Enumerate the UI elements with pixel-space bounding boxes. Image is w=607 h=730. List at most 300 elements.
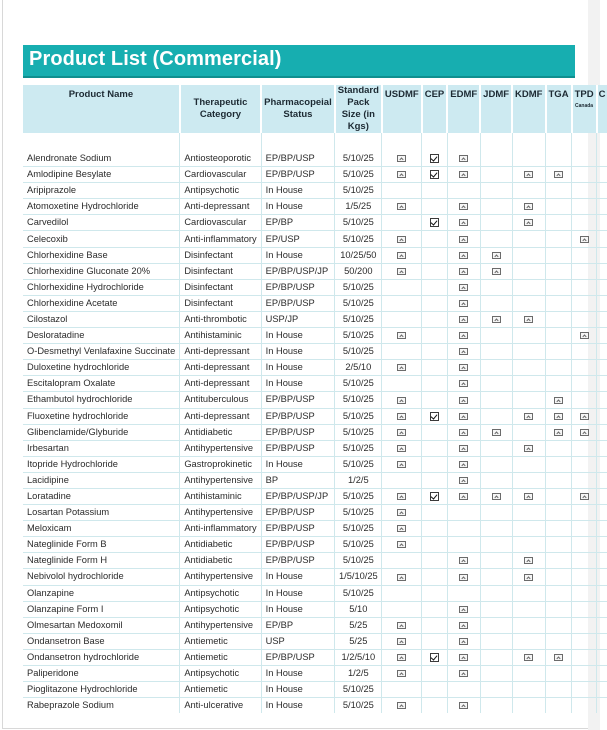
document-image-icon xyxy=(554,429,563,436)
tpd-cell xyxy=(572,360,597,376)
kdmf-cell xyxy=(512,569,545,585)
edmf-cell xyxy=(447,472,480,488)
c-cell xyxy=(597,279,607,295)
cep-cell xyxy=(422,440,448,456)
kdmf-cell xyxy=(512,488,545,504)
header-tga xyxy=(546,85,572,133)
table-row xyxy=(23,666,607,682)
category-cell: Antihypertensive xyxy=(180,505,261,521)
table-row xyxy=(23,585,607,601)
tga-cell xyxy=(546,328,572,344)
category-cell: Gastroprokinetic xyxy=(180,456,261,472)
c-cell xyxy=(597,537,607,553)
edmf-cell xyxy=(447,666,480,682)
product-name-cell: Alendronate Sodium xyxy=(23,151,180,167)
tga-cell xyxy=(546,521,572,537)
product-name-cell: Lacidipine xyxy=(23,472,180,488)
kdmf-cell xyxy=(512,617,545,633)
category-cell: Disinfectant xyxy=(180,279,261,295)
document-image-icon xyxy=(397,155,406,162)
header-label: CEP xyxy=(424,89,445,100)
pack-size-cell: 1/2/5 xyxy=(335,472,382,488)
tpd-cell xyxy=(572,167,597,183)
cep-cell xyxy=(422,521,448,537)
tpd-cell xyxy=(572,488,597,504)
usdmf-cell xyxy=(382,521,422,537)
category-cell: Anti-inflammatory xyxy=(180,521,261,537)
product-name-cell: Nateglinide Form H xyxy=(23,553,180,569)
header-label: Status xyxy=(283,109,313,120)
pack-size-cell: 5/10/25 xyxy=(335,408,382,424)
checked-box-icon xyxy=(430,412,439,421)
header-tpd xyxy=(572,85,597,133)
header-c xyxy=(597,85,607,133)
tga-cell xyxy=(546,231,572,247)
status-cell: EP/BP/USP xyxy=(261,424,335,440)
document-image-icon xyxy=(459,252,468,259)
tga-cell xyxy=(546,376,572,392)
cep-cell xyxy=(422,279,448,295)
cep-cell xyxy=(422,151,448,167)
tpd-cell xyxy=(572,553,597,569)
pack-size-cell: 5/10/25 xyxy=(335,585,382,601)
tpd-cell xyxy=(572,344,597,360)
jdmf-cell xyxy=(480,488,512,504)
edmf-cell xyxy=(447,344,480,360)
pack-size-cell: 5/10/25 xyxy=(335,505,382,521)
usdmf-cell xyxy=(382,617,422,633)
product-name-cell: Atomoxetine Hydrochloride xyxy=(23,199,180,215)
status-cell: In House xyxy=(261,328,335,344)
table-row xyxy=(23,279,607,295)
document-image-icon xyxy=(397,525,406,532)
tga-cell xyxy=(546,295,572,311)
table-row xyxy=(23,295,607,311)
pack-size-cell: 5/10/25 xyxy=(335,279,382,295)
product-name-cell: Amlodipine Besylate xyxy=(23,167,180,183)
c-cell xyxy=(597,649,607,665)
usdmf-cell xyxy=(382,569,422,585)
header-label: Standard Pack xyxy=(337,85,379,108)
kdmf-cell xyxy=(512,537,545,553)
edmf-cell xyxy=(447,151,480,167)
usdmf-cell xyxy=(382,360,422,376)
document-image-icon xyxy=(524,574,533,581)
product-name-cell: Nebivolol hydrochloride xyxy=(23,569,180,585)
tpd-cell xyxy=(572,505,597,521)
c-cell xyxy=(597,633,607,649)
product-name-cell: Loratadine xyxy=(23,488,180,504)
header-label: Product Name xyxy=(68,89,134,100)
edmf-cell xyxy=(447,553,480,569)
product-name-cell: Olanzapine xyxy=(23,585,180,601)
category-cell: Antihistaminic xyxy=(180,488,261,504)
status-cell: EP/BP/USP/JP xyxy=(261,263,335,279)
product-name-cell: Rabeprazole Sodium xyxy=(23,698,180,714)
category-cell: Antiemetic xyxy=(180,682,261,698)
jdmf-cell xyxy=(480,698,512,714)
jdmf-cell xyxy=(480,199,512,215)
tpd-cell xyxy=(572,263,597,279)
jdmf-cell xyxy=(480,424,512,440)
table-row xyxy=(23,472,607,488)
product-name-cell: Escitalopram Oxalate xyxy=(23,376,180,392)
document-image-icon xyxy=(524,557,533,564)
table-row xyxy=(23,167,607,183)
status-cell: BP xyxy=(261,472,335,488)
header-label: USDMF xyxy=(384,89,419,100)
pack-size-cell: 5/10/25 xyxy=(335,183,382,199)
usdmf-cell xyxy=(382,263,422,279)
pack-size-cell: 5/10/25 xyxy=(335,440,382,456)
jdmf-cell xyxy=(480,151,512,167)
kdmf-cell xyxy=(512,601,545,617)
edmf-cell xyxy=(447,633,480,649)
product-name-cell: Olanzapine Form I xyxy=(23,601,180,617)
table-row xyxy=(23,231,607,247)
table-body xyxy=(23,133,607,713)
pack-size-cell: 5/10/25 xyxy=(335,456,382,472)
usdmf-cell xyxy=(382,151,422,167)
product-name-cell: Aripiprazole xyxy=(23,183,180,199)
table-row xyxy=(23,328,607,344)
tga-cell xyxy=(546,344,572,360)
document-image-icon xyxy=(397,252,406,259)
edmf-cell xyxy=(447,279,480,295)
jdmf-cell xyxy=(480,569,512,585)
usdmf-cell xyxy=(382,311,422,327)
tga-cell xyxy=(546,392,572,408)
document-image-icon xyxy=(554,654,563,661)
document-image-icon xyxy=(492,429,501,436)
document-image-icon xyxy=(554,413,563,420)
c-cell xyxy=(597,617,607,633)
document-image-icon xyxy=(459,203,468,210)
document-image-icon xyxy=(492,268,501,275)
document-image-icon xyxy=(397,171,406,178)
document-image-icon xyxy=(397,622,406,629)
document-image-icon xyxy=(397,638,406,645)
product-name-cell: Glibenclamide/Glyburide xyxy=(23,424,180,440)
status-cell: EP/BP/USP xyxy=(261,537,335,553)
pack-size-cell: 5/25 xyxy=(335,633,382,649)
tpd-cell xyxy=(572,376,597,392)
usdmf-cell xyxy=(382,585,422,601)
product-name-cell: Ethambutol hydrochloride xyxy=(23,392,180,408)
tga-cell xyxy=(546,424,572,440)
document-image-icon xyxy=(459,654,468,661)
jdmf-cell xyxy=(480,311,512,327)
kdmf-cell xyxy=(512,698,545,714)
cep-cell xyxy=(422,295,448,311)
header-label: JDMF xyxy=(483,89,510,100)
usdmf-cell xyxy=(382,408,422,424)
edmf-cell xyxy=(447,376,480,392)
jdmf-cell xyxy=(480,601,512,617)
status-cell: EP/USP xyxy=(261,231,335,247)
c-cell xyxy=(597,521,607,537)
header-edmf xyxy=(447,85,480,133)
status-cell: EP/BP/USP xyxy=(261,649,335,665)
category-cell: Antiemetic xyxy=(180,633,261,649)
header-label: TPD xyxy=(574,89,594,100)
status-cell: In House xyxy=(261,360,335,376)
document-image-icon xyxy=(397,461,406,468)
cep-cell xyxy=(422,682,448,698)
usdmf-cell xyxy=(382,344,422,360)
tpd-cell xyxy=(572,569,597,585)
status-cell: EP/BP/USP xyxy=(261,151,335,167)
usdmf-cell xyxy=(382,505,422,521)
document-image-icon xyxy=(459,219,468,226)
product-name-cell: Fluoxetine hydrochloride xyxy=(23,408,180,424)
status-cell: EP/BP/USP xyxy=(261,408,335,424)
category-cell: Anti-thrombotic xyxy=(180,311,261,327)
usdmf-cell xyxy=(382,424,422,440)
document-image-icon xyxy=(459,670,468,677)
product-name-cell: Duloxetine hydrochloride xyxy=(23,360,180,376)
c-cell xyxy=(597,440,607,456)
checked-box-icon xyxy=(430,154,439,163)
usdmf-cell xyxy=(382,392,422,408)
header-label: Therapeutic xyxy=(193,97,248,108)
c-cell xyxy=(597,601,607,617)
tga-cell xyxy=(546,456,572,472)
document-image-icon xyxy=(397,493,406,500)
tpd-cell xyxy=(572,537,597,553)
tga-cell xyxy=(546,311,572,327)
kdmf-cell xyxy=(512,408,545,424)
usdmf-cell xyxy=(382,328,422,344)
table-row xyxy=(23,682,607,698)
tpd-cell xyxy=(572,682,597,698)
jdmf-cell xyxy=(480,440,512,456)
pack-size-cell: 5/10/25 xyxy=(335,698,382,714)
cep-cell xyxy=(422,666,448,682)
document-image-icon xyxy=(459,429,468,436)
tga-cell xyxy=(546,537,572,553)
category-cell: Antiosteoporotic xyxy=(180,151,261,167)
edmf-cell xyxy=(447,295,480,311)
pack-size-cell: 5/10/25 xyxy=(335,424,382,440)
tga-cell xyxy=(546,633,572,649)
kdmf-cell xyxy=(512,199,545,215)
document-image-icon xyxy=(524,413,533,420)
status-cell: In House xyxy=(261,569,335,585)
jdmf-cell xyxy=(480,392,512,408)
tga-cell xyxy=(546,505,572,521)
cep-cell xyxy=(422,569,448,585)
table-header-row xyxy=(23,85,607,133)
product-table xyxy=(23,85,607,713)
document-image-icon xyxy=(397,268,406,275)
cep-cell xyxy=(422,698,448,714)
usdmf-cell xyxy=(382,472,422,488)
category-cell: Antihistaminic xyxy=(180,328,261,344)
tpd-cell xyxy=(572,633,597,649)
category-cell: Antihypertensive xyxy=(180,617,261,633)
product-name-cell: Meloxicam xyxy=(23,521,180,537)
kdmf-cell xyxy=(512,151,545,167)
c-cell xyxy=(597,231,607,247)
pack-size-cell: 5/25 xyxy=(335,617,382,633)
category-cell: Anti-depressant xyxy=(180,360,261,376)
table-row xyxy=(23,505,607,521)
document-image-icon xyxy=(459,622,468,629)
tpd-cell xyxy=(572,472,597,488)
usdmf-cell xyxy=(382,167,422,183)
document-image-icon xyxy=(397,203,406,210)
product-name-cell: Chlorhexidine Gluconate 20% xyxy=(23,263,180,279)
kdmf-cell xyxy=(512,666,545,682)
pack-size-cell: 5/10/25 xyxy=(335,231,382,247)
edmf-cell xyxy=(447,231,480,247)
document-image-icon xyxy=(459,557,468,564)
edmf-cell xyxy=(447,392,480,408)
title-banner xyxy=(23,45,575,78)
cep-cell xyxy=(422,633,448,649)
edmf-cell xyxy=(447,328,480,344)
edmf-cell xyxy=(447,649,480,665)
jdmf-cell xyxy=(480,263,512,279)
tpd-cell xyxy=(572,247,597,263)
header-label: EDMF xyxy=(450,89,478,100)
usdmf-cell xyxy=(382,456,422,472)
c-cell xyxy=(597,505,607,521)
status-cell: EP/BP/USP xyxy=(261,440,335,456)
table-row xyxy=(23,488,607,504)
tpd-cell xyxy=(572,617,597,633)
jdmf-cell xyxy=(480,537,512,553)
table-row xyxy=(23,376,607,392)
c-cell xyxy=(597,360,607,376)
edmf-cell xyxy=(447,682,480,698)
document-image-icon xyxy=(492,493,501,500)
status-cell: EP/BP xyxy=(261,215,335,231)
checked-box-icon xyxy=(430,492,439,501)
cep-cell xyxy=(422,167,448,183)
status-cell: In House xyxy=(261,682,335,698)
header-label: C xyxy=(598,89,606,100)
edmf-cell xyxy=(447,247,480,263)
cep-cell xyxy=(422,231,448,247)
product-name-cell: Ondansetron Base xyxy=(23,633,180,649)
category-cell: Anti-depressant xyxy=(180,408,261,424)
c-cell xyxy=(597,682,607,698)
status-cell: USP xyxy=(261,633,335,649)
category-cell: Antipsychotic xyxy=(180,666,261,682)
document-image-icon xyxy=(397,397,406,404)
document-image-icon xyxy=(524,316,533,323)
cep-cell xyxy=(422,392,448,408)
document-image-icon xyxy=(459,348,468,355)
edmf-cell xyxy=(447,456,480,472)
jdmf-cell xyxy=(480,472,512,488)
pack-size-cell: 5/10/25 xyxy=(335,553,382,569)
status-cell: In House xyxy=(261,456,335,472)
edmf-cell xyxy=(447,698,480,714)
edmf-cell xyxy=(447,424,480,440)
table-row xyxy=(23,408,607,424)
table-row xyxy=(23,360,607,376)
jdmf-cell xyxy=(480,408,512,424)
jdmf-cell xyxy=(480,215,512,231)
category-cell: Anti-depressant xyxy=(180,344,261,360)
pack-size-cell: 1/5/10/25 xyxy=(335,569,382,585)
jdmf-cell xyxy=(480,344,512,360)
document-image-icon xyxy=(524,493,533,500)
cep-cell xyxy=(422,472,448,488)
jdmf-cell xyxy=(480,649,512,665)
status-cell: In House xyxy=(261,601,335,617)
pack-size-cell: 2/5/10 xyxy=(335,360,382,376)
product-name-cell: Nateglinide Form B xyxy=(23,537,180,553)
product-name-cell: Celecoxib xyxy=(23,231,180,247)
kdmf-cell xyxy=(512,472,545,488)
table-row xyxy=(23,698,607,714)
c-cell xyxy=(597,585,607,601)
cep-cell xyxy=(422,199,448,215)
pack-size-cell: 5/10/25 xyxy=(335,328,382,344)
usdmf-cell xyxy=(382,601,422,617)
pack-size-cell: 5/10/25 xyxy=(335,376,382,392)
cep-cell xyxy=(422,601,448,617)
jdmf-cell xyxy=(480,553,512,569)
product-name-cell: Chlorhexidine Acetate xyxy=(23,295,180,311)
cep-cell xyxy=(422,376,448,392)
c-cell xyxy=(597,569,607,585)
edmf-cell xyxy=(447,360,480,376)
tpd-cell xyxy=(572,601,597,617)
c-cell xyxy=(597,167,607,183)
c-cell xyxy=(597,456,607,472)
edmf-cell xyxy=(447,488,480,504)
kdmf-cell xyxy=(512,440,545,456)
status-cell: In House xyxy=(261,247,335,263)
kdmf-cell xyxy=(512,311,545,327)
cep-cell xyxy=(422,263,448,279)
c-cell xyxy=(597,408,607,424)
usdmf-cell xyxy=(382,215,422,231)
c-cell xyxy=(597,698,607,714)
document-image-icon xyxy=(397,364,406,371)
tpd-cell xyxy=(572,295,597,311)
spacer-row xyxy=(23,133,607,151)
status-cell: EP/BP xyxy=(261,617,335,633)
edmf-cell xyxy=(447,585,480,601)
edmf-cell xyxy=(447,569,480,585)
pack-size-cell: 5/10/25 xyxy=(335,488,382,504)
product-name-cell: Carvedilol xyxy=(23,215,180,231)
document-image-icon xyxy=(459,268,468,275)
category-cell: Disinfectant xyxy=(180,263,261,279)
tga-cell xyxy=(546,167,572,183)
cep-cell xyxy=(422,505,448,521)
table-row xyxy=(23,569,607,585)
table-row xyxy=(23,440,607,456)
header-pack-size xyxy=(335,85,382,133)
cep-cell xyxy=(422,649,448,665)
table-row xyxy=(23,183,607,199)
tpd-cell xyxy=(572,215,597,231)
tpd-cell xyxy=(572,311,597,327)
jdmf-cell xyxy=(480,505,512,521)
product-name-cell: Desloratadine xyxy=(23,328,180,344)
header-jdmf xyxy=(480,85,512,133)
document-image-icon xyxy=(492,252,501,259)
kdmf-cell xyxy=(512,521,545,537)
document-image-icon xyxy=(524,171,533,178)
